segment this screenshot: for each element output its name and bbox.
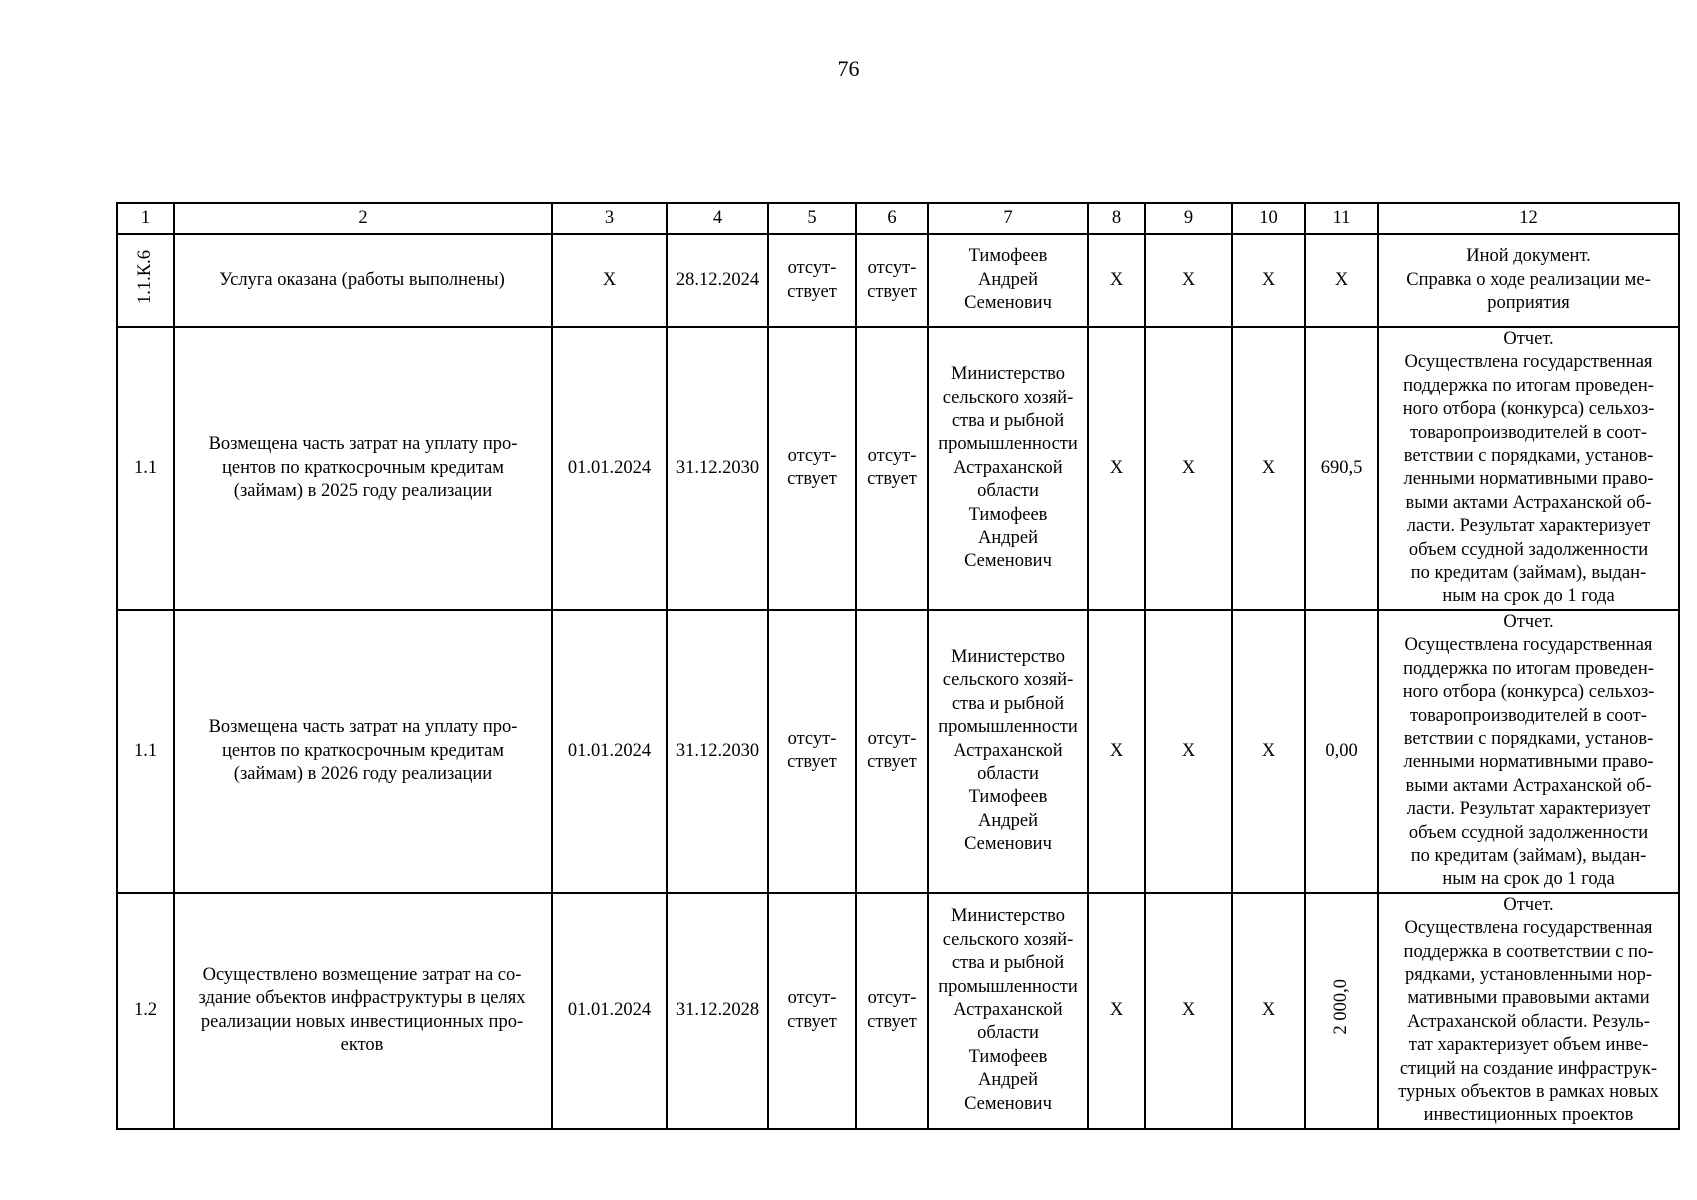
responsible-cell: Тимофеев Андрей Семенович (928, 234, 1088, 327)
table-row (117, 234, 1679, 327)
col-header: 8 (1088, 203, 1145, 234)
col6-cell: отсут- ствует (856, 327, 928, 610)
start-date-cell: 01.01.2024 (552, 327, 667, 610)
col6-cell: отсут- ствует (856, 893, 928, 1129)
col10-cell: X (1232, 234, 1305, 327)
table-row (117, 327, 1679, 610)
col11-cell: 0,00 (1305, 610, 1378, 893)
row-number-cell (117, 234, 174, 327)
col10-cell: X (1232, 610, 1305, 893)
header-row (117, 203, 1679, 234)
responsible-cell: Министерство сельского хозяй- ства и рыбной промышленности Астраханской области Тимофеев Андрей Семенович (928, 327, 1088, 610)
col11-cell: X (1305, 234, 1378, 327)
row-number-cell: 1.2 (117, 893, 174, 1129)
end-date-cell: 28.12.2024 (667, 234, 768, 327)
col-header: 7 (928, 203, 1088, 234)
col9-cell: X (1145, 327, 1232, 610)
row-number-cell: 1.1 (117, 610, 174, 893)
row-number: 1.1.К.6 (134, 249, 155, 304)
table-row (117, 610, 1679, 893)
col-header: 3 (552, 203, 667, 234)
col-header: 6 (856, 203, 928, 234)
col-header: 1 (117, 203, 174, 234)
start-date-cell: 01.01.2024 (552, 893, 667, 1129)
plan-table (116, 202, 1680, 1130)
result-name-cell: Услуга оказана (работы выполнены) (174, 234, 552, 327)
col10-cell: X (1232, 893, 1305, 1129)
col5-cell: отсут- ствует (768, 893, 856, 1129)
document-cell: Иной документ. Справка о ходе реализации ме- роприятия (1378, 234, 1679, 327)
document-cell: Отчет. Осуществлена государственная поддержка по итогам проведен- ного отбора (конкурса) сельхоз- товаропроизводителей в соот- ветствии с порядками, установ- ленными нормативными право- выми актами Астраханской об- ласти. Результат характеризует объем ссудной задолженности по кредитам (займам), выдан- ным на срок до 1 года (1378, 327, 1679, 610)
responsible-cell: Министерство сельского хозяй- ства и рыбной промышленности Астраханской области Тимофеев Андрей Семенович (928, 893, 1088, 1129)
end-date-cell: 31.12.2028 (667, 893, 768, 1129)
amount-vertical: 2 000,0 (1330, 979, 1351, 1035)
document-cell: Отчет. Осуществлена государственная поддержка в соответствии с по- рядками, установленными нор- мативными правовыми актами Астраханской области. Резуль- тат характеризует объем инве- стиций на создание инфраструк- турных объектов в рамках новых инвестиционных проектов (1378, 893, 1679, 1129)
end-date-cell: 31.12.2030 (667, 327, 768, 610)
result-name-cell: Возмещена часть затрат на уплату про- центов по краткосрочным кредитам (займам) в 2026 году реализации (174, 610, 552, 893)
result-name-cell: Возмещена часть затрат на уплату про- центов по краткосрочным кредитам (займам) в 2025 году реализации (174, 327, 552, 610)
col11-cell (1305, 893, 1378, 1129)
end-date-cell: 31.12.2030 (667, 610, 768, 893)
col9-cell: X (1145, 234, 1232, 327)
col10-cell: X (1232, 327, 1305, 610)
col-header: 2 (174, 203, 552, 234)
col5-cell: отсут- ствует (768, 610, 856, 893)
page-number: 76 (837, 56, 860, 81)
responsible-cell: Министерство сельского хозяй- ства и рыбной промышленности Астраханской области Тимофеев Андрей Семенович (928, 610, 1088, 893)
col6-cell: отсут- ствует (856, 610, 928, 893)
col-header: 9 (1145, 203, 1232, 234)
col-header: 5 (768, 203, 856, 234)
col11-cell: 690,5 (1305, 327, 1378, 610)
col8-cell: X (1088, 234, 1145, 327)
col8-cell: X (1088, 327, 1145, 610)
col8-cell: X (1088, 893, 1145, 1129)
col6-cell: отсут- ствует (856, 234, 928, 327)
col-header: 4 (667, 203, 768, 234)
col9-cell: X (1145, 893, 1232, 1129)
row-number-cell: 1.1 (117, 327, 174, 610)
col5-cell: отсут- ствует (768, 327, 856, 610)
col-header: 10 (1232, 203, 1305, 234)
col9-cell: X (1145, 610, 1232, 893)
start-date-cell: X (552, 234, 667, 327)
table-row (117, 893, 1679, 1129)
start-date-cell: 01.01.2024 (552, 610, 667, 893)
col-header: 12 (1378, 203, 1679, 234)
document-cell: Отчет. Осуществлена государственная поддержка по итогам проведен- ного отбора (конкурса) сельхоз- товаропроизводителей в соот- ветствии с порядками, установ- ленными нормативными право- выми актами Астраханской об- ласти. Результат характеризует объем ссудной задолженности по кредитам (займам), выдан- ным на срок до 1 года (1378, 610, 1679, 893)
col8-cell: X (1088, 610, 1145, 893)
col-header: 11 (1305, 203, 1378, 234)
col5-cell: отсут- ствует (768, 234, 856, 327)
result-name-cell: Осуществлено возмещение затрат на со- здание объектов инфраструктуры в целях реализации новых инвестиционных про- ектов (174, 893, 552, 1129)
